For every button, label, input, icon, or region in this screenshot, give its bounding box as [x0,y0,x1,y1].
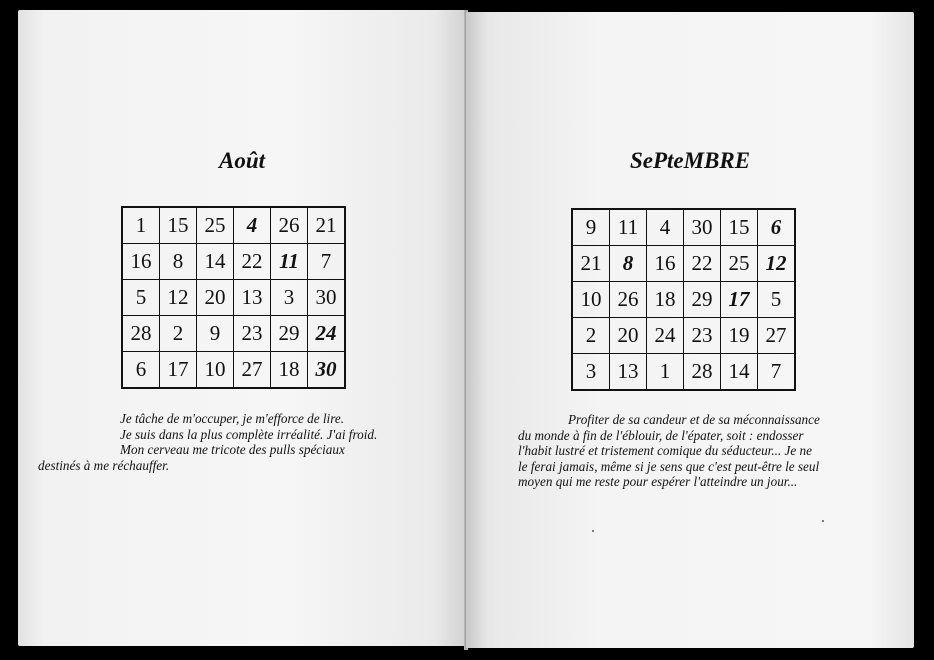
right-page [466,12,914,648]
grid-row [122,244,345,280]
number-grid-september [571,208,796,391]
grid-row [572,209,795,246]
grid-cell: 24 [647,318,684,354]
paper-speck [592,530,594,532]
text-line: destinés à me réchauffer. [38,457,170,473]
grid-cell: 26 [271,207,308,244]
grid-cell: 21 [308,207,346,244]
grid-cell: 22 [684,246,721,282]
grid-cell: 9 [197,316,234,352]
text-line: le ferai jamais, même si je sens que c'est peut-être le seul [518,458,820,474]
grid-cell: 15 [721,209,758,246]
grid-cell: 27 [234,352,271,389]
grid-cell: 6 [122,352,160,389]
grid-cell: 13 [610,354,647,391]
grid-cell: 26 [610,282,647,318]
grid-cell: 22 [234,244,271,280]
number-grid-august [121,206,346,389]
grid-cell: 29 [684,282,721,318]
text-line: l'habit lustré et tristement comique du séducteur... Je ne [518,443,812,458]
grid-cell: 16 [647,246,684,282]
text-line: Je suis dans la plus complète irréalité. J'ai froid. [120,426,378,442]
month-title-august: Août [218,148,266,173]
grid-cell: 16 [122,244,160,280]
grid-cell: 7 [758,354,796,391]
grid-cell: 12 [758,246,796,282]
text-line: Je tâche de m'occuper, je m'efforce de lire. [120,411,344,426]
grid-cell: 5 [758,282,796,318]
grid-cell: 23 [234,316,271,352]
grid-cell: 18 [647,282,684,318]
grid-cell: 9 [572,209,610,246]
text-line: moyen qui me reste pour espérer l'atteindre un jour... [518,474,798,489]
grid-cell: 2 [160,316,197,352]
grid-cell: 4 [234,207,271,244]
grid-cell: 28 [122,316,160,352]
grid-row [122,207,345,244]
grid-cell: 20 [610,318,647,354]
grid-cell: 30 [684,209,721,246]
grid-cell: 7 [308,244,346,280]
grid-cell: 25 [721,246,758,282]
grid-cell: 2 [572,318,610,354]
text-line: Profiter de sa candeur et de sa méconnaissance [568,412,820,427]
grid-cell: 13 [234,280,271,316]
text-line: du monde à fin de l'éblouir, de l'épater, soit : endosser [518,427,804,443]
grid-cell: 30 [308,280,346,316]
grid-row [572,282,795,318]
grid-row [572,318,795,354]
grid-cell: 3 [271,280,308,316]
grid-cell: 17 [721,282,758,318]
grid-cell: 23 [684,318,721,354]
grid-cell: 1 [122,207,160,244]
grid-cell: 10 [572,282,610,318]
left-page [18,10,466,646]
grid-cell: 6 [758,209,796,246]
grid-cell: 8 [160,244,197,280]
grid-cell: 15 [160,207,197,244]
grid-cell: 28 [684,354,721,391]
grid-row [572,246,795,282]
text-paragraph-august [18,411,466,473]
grid-cell: 14 [197,244,234,280]
grid-cell: 3 [572,354,610,391]
grid-cell: 14 [721,354,758,391]
grid-cell: 8 [610,246,647,282]
grid-cell: 5 [122,280,160,316]
paper-speck [822,520,824,522]
grid-row [122,316,345,352]
grid-row [122,352,345,389]
grid-cell: 25 [197,207,234,244]
grid-cell: 11 [271,244,308,280]
grid-cell: 12 [160,280,197,316]
grid-cell: 4 [647,209,684,246]
grid-cell: 1 [647,354,684,391]
grid-cell: 20 [197,280,234,316]
grid-cell: 29 [271,316,308,352]
grid-cell: 27 [758,318,796,354]
grid-cell: 11 [610,209,647,246]
grid-cell: 10 [197,352,234,389]
grid-cell: 18 [271,352,308,389]
text-line: Mon cerveau me tricote des pulls spéciaux [120,442,345,457]
grid-row [572,354,795,391]
grid-row [122,280,345,316]
month-title-september: SePteMBRE [629,148,751,173]
grid-cell: 30 [308,352,346,389]
grid-cell: 21 [572,246,610,282]
grid-cell: 24 [308,316,346,352]
text-paragraph-september [466,412,914,490]
grid-cell: 19 [721,318,758,354]
grid-cell: 17 [160,352,197,389]
